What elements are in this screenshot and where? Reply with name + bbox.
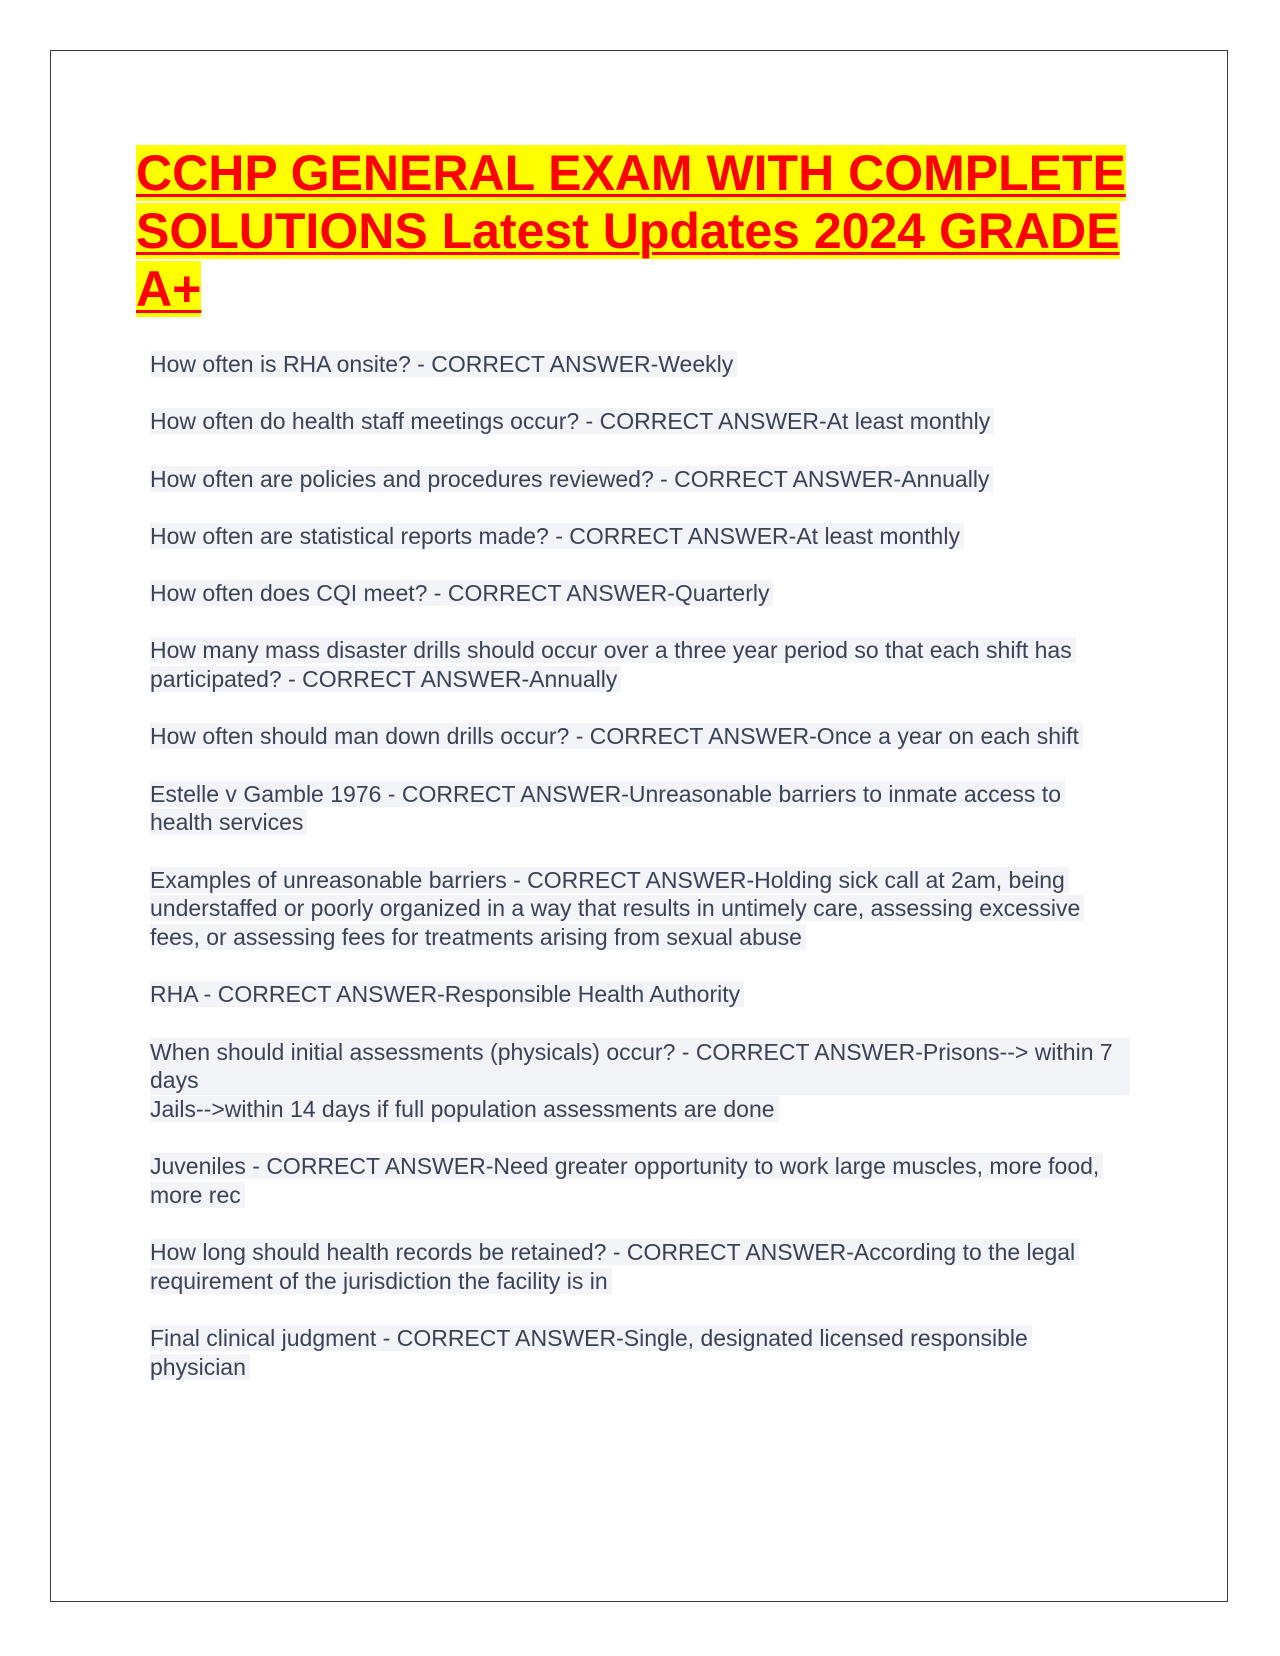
document-title-text: CCHP GENERAL EXAM WITH COMPLETE SOLUTIONS Latest Updates 2024 GRADE A+ [136,145,1126,317]
qa-item [150,407,1130,436]
qa-item [150,1152,1130,1209]
qa-item [150,350,1130,379]
qa-text: Juveniles - CORRECT ANSWER-Need greater opportunity to work large muscles, more food, more rec [150,1153,1103,1208]
qa-text: How often are policies and procedures reviewed? - CORRECT ANSWER-Annually [150,466,993,492]
qa-text: How often do health staff meetings occur? - CORRECT ANSWER-At least monthly [150,408,994,434]
qa-text: Examples of unreasonable barriers - CORRECT ANSWER-Holding sick call at 2am, being understaffed or poorly organized in a way that results in untimely care, assessing excessive fees, or assessing fees for treatments arising from sexual abuse [150,867,1084,950]
qa-text: How many mass disaster drills should occur over a three year period so that each shift has participated? - CORRECT ANSWER-Annually [150,637,1076,692]
qa-text: Estelle v Gamble 1976 - CORRECT ANSWER-Unreasonable barriers to inmate access to health services [150,781,1065,836]
qa-item [150,1238,1130,1295]
qa-item [150,1038,1130,1124]
qa-text-continued: Jails-->within 14 days if full population assessments are done [150,1096,779,1122]
qa-list [150,350,1130,1410]
qa-item [150,579,1130,608]
qa-text: Final clinical judgment - CORRECT ANSWER-Single, designated licensed responsible physician [150,1325,1032,1380]
qa-text: How often is RHA onsite? - CORRECT ANSWER-Weekly [150,351,737,377]
qa-text: When should initial assessments (physicals) occur? - CORRECT ANSWER-Prisons--> within 7 days [150,1039,1117,1094]
qa-text: How often does CQI meet? - CORRECT ANSWER-Quarterly [150,580,773,606]
qa-line-wrap [150,1038,1130,1095]
qa-text: How often are statistical reports made? - CORRECT ANSWER-At least monthly [150,523,964,549]
qa-item [150,636,1130,693]
qa-item [150,780,1130,837]
qa-item [150,722,1130,751]
qa-item [150,1324,1130,1381]
qa-item [150,866,1130,952]
qa-text: How long should health records be retained? - CORRECT ANSWER-According to the legal requirement of the jurisdiction the facility is in [150,1239,1079,1294]
qa-item [150,522,1130,551]
qa-item [150,465,1130,494]
qa-text: How often should man down drills occur? - CORRECT ANSWER-Once a year on each shift [150,723,1083,749]
qa-text: RHA - CORRECT ANSWER-Responsible Health Authority [150,981,744,1007]
qa-item [150,980,1130,1009]
document-title [136,144,1146,318]
